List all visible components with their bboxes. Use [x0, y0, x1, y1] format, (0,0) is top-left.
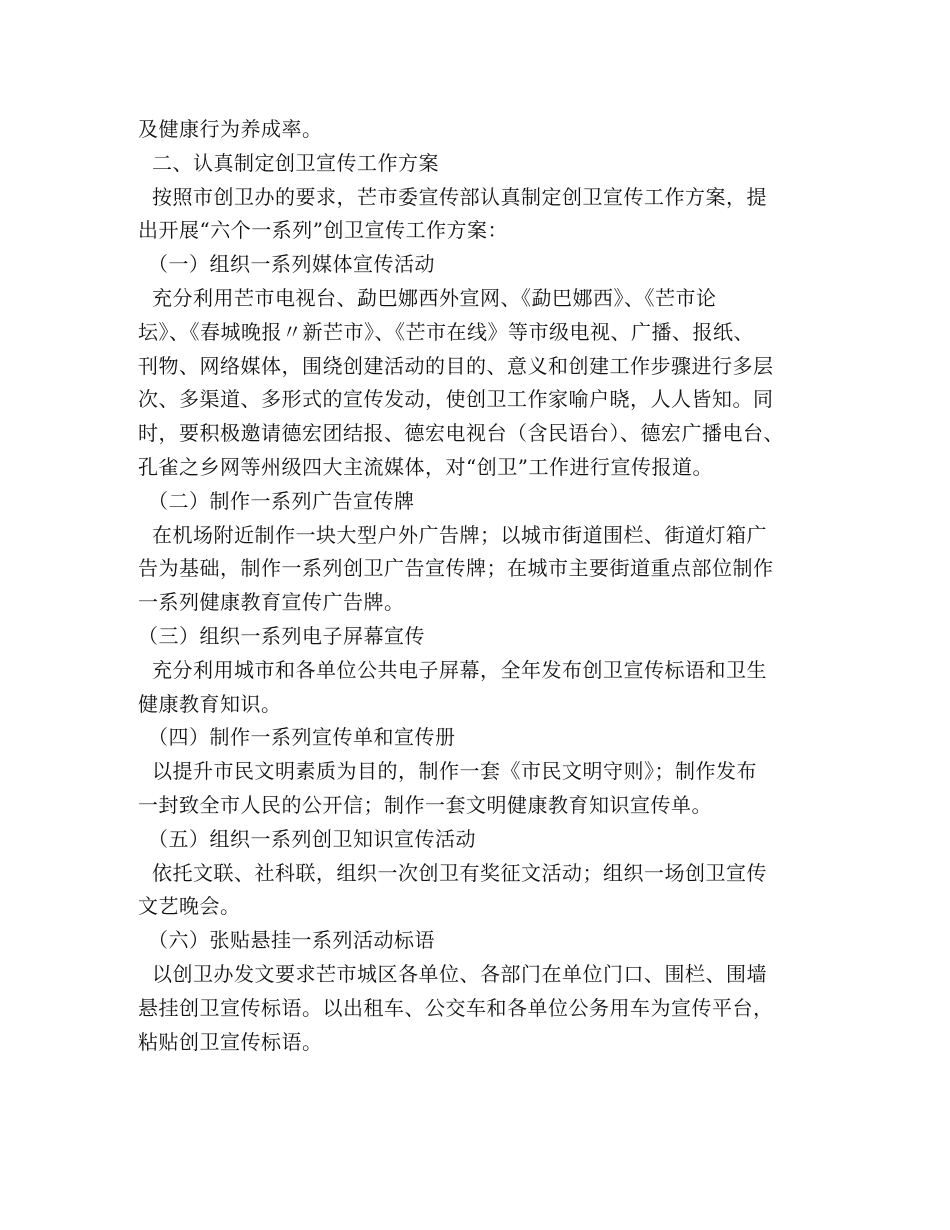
paragraph-line: 时，要积极邀请德宏团结报、德宏电视台（含民语台）、德宏广播电台、: [138, 421, 784, 446]
subsection-heading: （三）组织一系列电子屏幕宣传: [138, 623, 425, 648]
paragraph-line: 粘贴创卫宣传标语。: [138, 1029, 323, 1054]
paragraph-line: 出开展“六个一系列”创卫宣传工作方案：: [138, 218, 508, 243]
subsection-heading: （五）组织一系列创卫知识宣传活动: [148, 826, 476, 851]
subsection-heading: （一）组织一系列媒体宣传活动: [148, 252, 435, 277]
section-heading: 二、认真制定创卫宣传工作方案: [152, 150, 439, 175]
paragraph-line: 充分利用芒市电视台、勐巴娜西外宣网、《勐巴娜西》、《芒市论: [152, 285, 717, 310]
paragraph-line: 悬挂创卫宣传标语。以出租车、公交车和各单位公务用车为宣传平台，: [138, 995, 774, 1020]
paragraph-line: 刊物、网络媒体，围绕创建活动的目的、意义和创建工作步骤进行多层: [138, 353, 774, 378]
paragraph-line: 告为基础，制作一系列创卫广告宣传牌；在城市主要街道重点部位制作: [138, 556, 774, 581]
document-body: [138, 113, 828, 1059]
paragraph-line: 坛》、《春城晚报〃新芒市》、《芒市在线》等市级电视、广播、报纸、: [138, 319, 754, 344]
paragraph-line: 一封致全市人民的公开信；制作一套文明健康教育知识宣传单。: [138, 792, 712, 817]
paragraph-line: 按照市创卫办的要求，芒市委宣传部认真制定创卫宣传工作方案，提: [152, 184, 767, 209]
subsection-heading: （六）张贴悬挂一系列活动标语: [148, 928, 435, 953]
paragraph-line: 充分利用城市和各单位公共电子屏幕，全年发布创卫宣传标语和卫生: [152, 657, 767, 682]
paragraph-line: 以提升市民文明素质为目的，制作一套《市民文明守则》；制作发布: [152, 759, 757, 784]
paragraph-line: 孔雀之乡网等州级四大主流媒体，对“创卫”工作进行宣传报道。: [138, 454, 713, 479]
paragraph-line: 以创卫办发文要求芒市城区各单位、各部门在单位门口、围栏、围墙: [152, 961, 767, 986]
paragraph-line: 依托文联、社科联，组织一次创卫有奖征文活动；组织一场创卫宣传: [152, 860, 767, 885]
subsection-heading: （四）制作一系列宣传单和宣传册: [148, 725, 456, 750]
text-line: 及健康行为养成率。: [138, 117, 323, 141]
paragraph-line: 次、多渠道、多形式的宣传发动，使创卫工作家喻户晓，人人皆知。同: [138, 387, 774, 412]
subsection-heading: （二）制作一系列广告宣传牌: [148, 488, 415, 513]
paragraph-line: 健康教育知识。: [138, 691, 282, 716]
paragraph-line: 文艺晚会。: [138, 894, 241, 919]
paragraph-line: 一系列健康教育宣传广告牌。: [138, 590, 405, 615]
paragraph-line: 在机场附近制作一块大型户外广告牌；以城市街道围栏、街道灯箱广: [152, 522, 767, 547]
